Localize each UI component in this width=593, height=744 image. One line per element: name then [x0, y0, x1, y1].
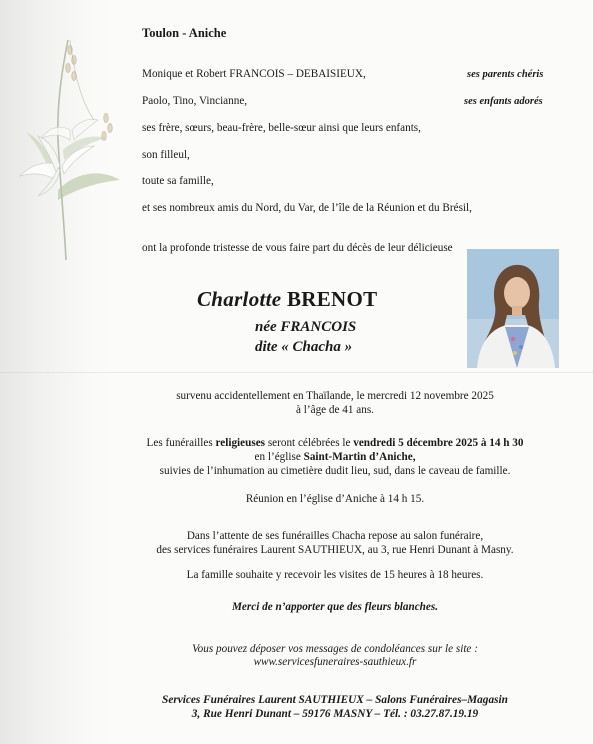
family-line-godson: son filleul,: [142, 149, 190, 161]
footer-line-2: 3, Rue Henri Dunant – 59176 MASNY – Tél. : 03.27.87.19.19: [191, 708, 479, 720]
deceased-photo: [467, 249, 559, 368]
family-line-siblings: ses frère, sœurs, beau-frère, belle-sœur ainsi que leurs enfants,: [142, 122, 421, 134]
funeral-part-1: Les funérailles: [146, 437, 216, 449]
funeral-line-1: [120, 436, 550, 450]
family-line-all-family: toute sa famille,: [142, 175, 214, 187]
deceased-name: [197, 287, 377, 312]
death-line-2: à l’âge de 41 ans.: [296, 404, 374, 416]
visits-text: La famille souhaite y recevoir les visites de 15 heures à 18 heures.: [186, 569, 484, 581]
funeral-church-prefix: en l’église: [254, 451, 304, 463]
paper-fold-line: [0, 372, 593, 373]
deceased-first-name: Charlotte: [197, 287, 282, 311]
waiting-line-2: des services funéraires Laurent SAUTHIEUX, au 3, rue Henri Dunant à Masny.: [156, 544, 514, 556]
funeral-line-3: suivies de l’inhumation au cimetière dudit lieu, sud, dans le caveau de famille.: [159, 465, 511, 477]
family-line-parents: Monique et Robert FRANCOIS – DEBAISIEUX,: [142, 68, 366, 80]
death-line-1: survenu accidentellement en Thaïlande, le mercredi 12 novembre 2025: [176, 390, 494, 402]
family-role-parents: ses parents chéris: [467, 69, 544, 80]
funeral-part-3: seront célébrées le: [265, 437, 354, 449]
condolences-line-1: Vous pouvez déposer vos messages de condoléances sur le site :: [192, 643, 478, 655]
funeral-line-2: [120, 450, 550, 464]
waiting-line-1: Dans l’attente de ses funérailles Chacha repose au salon funéraire,: [186, 530, 484, 542]
family-line-children: Paolo, Tino, Vincianne,: [142, 95, 248, 107]
announcement-text: ont la profonde tristesse de vous faire part du décès de leur délicieuse: [142, 242, 453, 254]
funeral-part-2: religieuses: [215, 437, 266, 449]
funeral-church-name: Saint-Martin d’Aniche,: [303, 451, 416, 463]
footer-line-1: Services Funéraires Laurent SAUTHIEUX – Salons Funéraires–Magasin: [162, 694, 508, 706]
portrait-image: [467, 249, 559, 368]
reunion-text: Réunion en l’église d’Aniche à 14 h 15.: [245, 493, 425, 505]
family-role-children: ses enfants adorés: [464, 96, 543, 107]
deceased-surname: BRENOT: [286, 287, 378, 311]
maiden-name: née FRANCOIS: [255, 319, 357, 335]
nickname: dite « Chacha »: [255, 339, 353, 355]
family-line-friends: et ses nombreux amis du Nord, du Var, de l’île de la Réunion et du Brésil,: [142, 202, 472, 214]
condolences-website-link[interactable]: www.servicesfuneraires-sauthieux.fr: [253, 656, 417, 668]
funeral-date: vendredi 5 décembre 2025 à 14 h 30: [353, 437, 524, 449]
lily-flower-illustration: [8, 20, 128, 260]
place-heading: Toulon - Aniche: [142, 26, 227, 40]
flowers-text: Merci de n’apporter que des fleurs blanches.: [231, 601, 439, 613]
